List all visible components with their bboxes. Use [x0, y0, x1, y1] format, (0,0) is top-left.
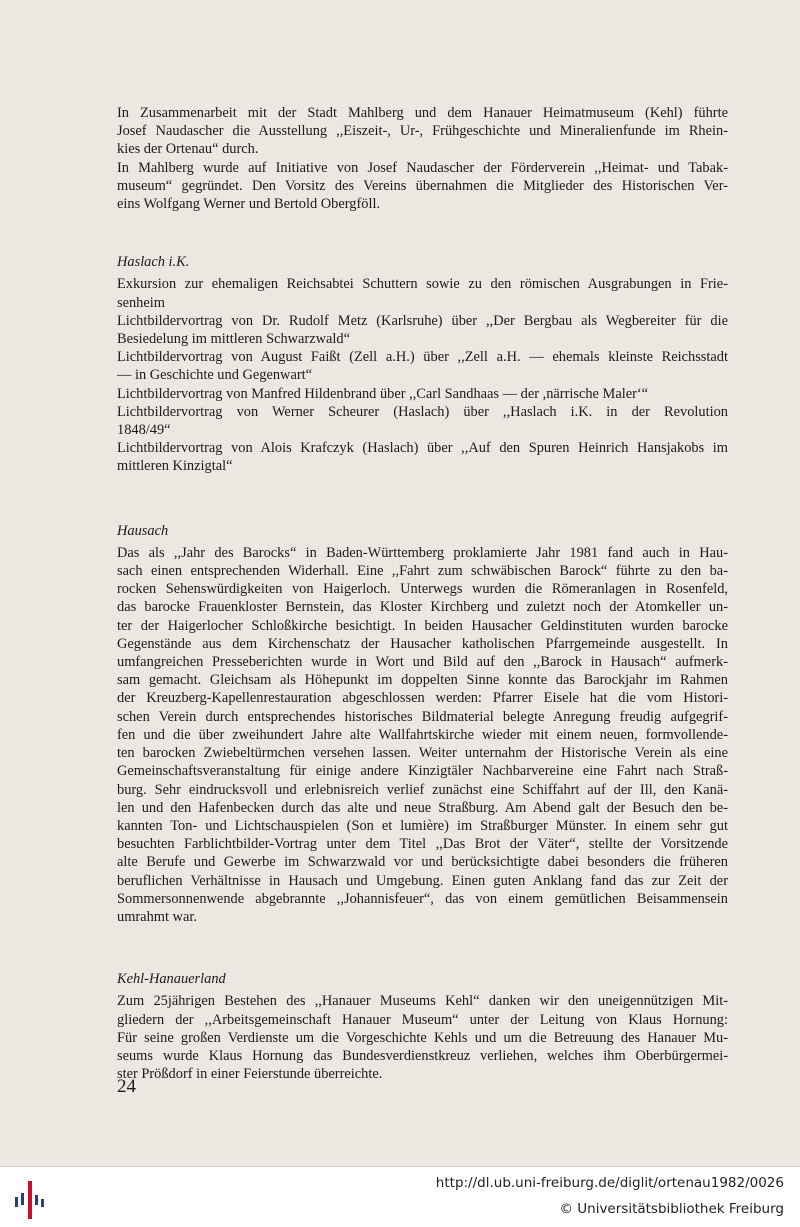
text-line: ter der Haigerlocher Schloßkirche besichtigt. In beiden Hausacher Geldinstituten wurden barocke	[117, 617, 728, 634]
text-line: Besiedelung im mittleren Schwarzwald“	[117, 331, 350, 348]
section-spacer	[117, 213, 728, 253]
source-url-link[interactable]: http://dl.ub.uni-freiburg.de/diglit/ortenau1982/0026	[435, 1175, 784, 1191]
paragraph	[117, 159, 728, 214]
text-line: Josef Naudascher die Ausstellung ,,Eiszeit-, Ur-, Frühgeschichte und Mineralienfunde im Rhein-	[117, 123, 728, 140]
text-line: Sommersonnenwende abgebrannte ,,Johannisfeuer“, das von einem gemütlichen Beisammensein	[117, 890, 728, 907]
text-line: museum“ gegründet. Den Vorsitz des Vereins übernahmen die Mitglieder des Historischen Ver-	[117, 177, 728, 194]
text-line: mittleren Kinzigtal“	[117, 458, 233, 475]
text-line: eins Wolfgang Werner und Bertold Obergföll.	[117, 196, 381, 213]
text-line: umfangreichen Presseberichten wurde in Wort und Bild auf den ,,Barock in Hausach“ aufmerk-	[117, 654, 728, 671]
paragraph	[117, 544, 728, 926]
text-line: das barocke Frauenkloster Bernstein, das Kloster Kirchberg und zuletzt noch der Atomkeller un-	[117, 599, 728, 616]
text-line: ster Prößdorf in einer Feierstunde überreichte.	[117, 1066, 383, 1083]
text-line: senheim	[117, 294, 165, 311]
footer-bar	[0, 1166, 800, 1227]
section	[117, 104, 728, 213]
text-line: der Kreuzberg-Kapellenrestauration abgeschlossen werden: Pfarrer Eisele hat die vom Histori-	[117, 690, 728, 707]
text-line: burg. Sehr eindrucksvoll und erlebnisreich verlief zunächst eine Schiffahrt auf der Ill, den Kanä-	[117, 781, 728, 798]
text-line: Lichtbildervortrag von August Faißt (Zell a.H.) über ,,Zell a.H. — ehemals kleinste Reichsstadt	[117, 349, 728, 366]
text-line: kies der Ortenau“ durch.	[117, 141, 259, 158]
paragraph	[117, 439, 728, 475]
text-line: gliedern der ,,Arbeitsgemeinschaft Hanauer Museum“ unter der Leitung von Klaus Hornung:	[117, 1011, 728, 1028]
text-line: Zum 25jährigen Bestehen des ,,Hanauer Museums Kehl“ danken wir den uneigennützigen Mit-	[117, 993, 728, 1010]
copyright-notice: © Universitätsbibliothek Freiburg	[559, 1201, 784, 1217]
paragraph	[117, 403, 728, 439]
section-heading: Hausach	[117, 522, 169, 539]
text-line: Lichtbildervortrag von Werner Scheurer (Haslach) über ,,Haslach i.K. in der Revolution	[117, 403, 728, 420]
text-line: 1848/49“	[117, 422, 171, 439]
text-line: Für seine großen Verdienste um die Vorgeschichte Kehls und um die Betreuung des Hanauer Mu-	[117, 1029, 728, 1046]
text-line: Gegenstände aus dem Kirchenschatz der Hausacher katholischen Pfarrgemeinde ausgestellt. In	[117, 635, 728, 652]
text-line: Das als ,,Jahr des Barocks“ in Baden-Württemberg proklamierte Jahr 1981 fand auch in Hau-	[117, 544, 728, 561]
section-spacer	[117, 476, 728, 522]
text-line: sach einen entsprechenden Widerhall. Eine ,,Fahrt zum schwäbischen Barock“ führte zu den ba-	[117, 563, 728, 580]
text-line: In Mahlberg wurde auf Initiative von Josef Naudascher der Förderverein ,,Heimat- und Tabak-	[117, 159, 728, 176]
text-line: besuchten Farblichtbilder-Vortrag unter dem Titel ,,Das Brot der Väter“, stellte der Vorsitzende	[117, 836, 728, 853]
text-line: — in Geschichte und Gegenwart“	[117, 367, 313, 384]
text-line: seums wurde Klaus Hornung das Bundesverdienstkreuz verliehen, welches ihm Oberbürgermei-	[117, 1047, 728, 1064]
ub-freiburg-logo-icon	[12, 1177, 52, 1221]
page-number: 24	[117, 1076, 136, 1097]
text-line: umrahmt war.	[117, 908, 197, 925]
text-line: Lichtbildervortrag von Dr. Rudolf Metz (Karlsruhe) über ,,Der Bergbau als Wegbereiter für die	[117, 312, 728, 329]
text-line: rocken Sehenswürdigkeiten von Haigerloch. Unterwegs wurden die Römeranlagen in Rosenfeld,	[117, 581, 728, 598]
paragraph	[117, 275, 728, 311]
paragraph	[117, 104, 728, 159]
section-heading: Haslach i.K.	[117, 254, 190, 271]
text-line: len und den Hafenbecken durch das alte und neue Straßburg. Am Abend galt der Besuch den be-	[117, 799, 728, 816]
text-line: Lichtbildervortrag von Manfred Hildenbrand über ,,Carl Sandhaas — der ,närrische Maler‘“	[117, 385, 649, 402]
text-line: schen Verein durch entsprechendes historisches Bildmaterial belegte Anregung freudig aufgegrif-	[117, 708, 728, 725]
text-line: Lichtbildervortrag von Alois Krafczyk (Haslach) über ,,Auf den Spuren Heinrich Hansjakobs im	[117, 440, 728, 457]
text-line: fen und die über zweihundert Jahre alte Wallfahrtskirche wieder mit einem neuen, formvollende-	[117, 726, 728, 743]
text-line: alte Berufe und Gewerbe im Schwarzwald vor und berücksichtigte dabei besonders die früheren	[117, 854, 728, 871]
text-line: Gemeinschaftsveranstaltung für einige andere Kinzigtäler Nachbarvereine eine Fahrt nach Straß-	[117, 763, 728, 780]
paragraph	[117, 348, 728, 384]
section	[117, 253, 728, 475]
section-heading: Kehl-Hanauerland	[117, 971, 226, 988]
section-spacer	[117, 926, 728, 970]
text-line: Exkursion zur ehemaligen Reichsabtei Schuttern sowie zu den römischen Ausgrabungen in Frie-	[117, 276, 728, 293]
section	[117, 970, 728, 1083]
text-line: In Zusammenarbeit mit der Stadt Mahlberg und dem Hanauer Heimatmuseum (Kehl) führte	[117, 105, 728, 121]
paragraph	[117, 312, 728, 348]
text-line: beruflichen Verhältnisse in Hausach und Umgebung. Einen guten Anklang fand das zur Zeit der	[117, 872, 728, 889]
text-line: ten barocken Zwiebeltürmchen versehen lassen. Weiter unternahm der Historische Verein als eine	[117, 745, 728, 762]
document-body	[117, 104, 728, 1083]
text-line: kannten Ton- und Lichtschauspielen (Son et lumière) im Straßburger Münster. In einem sehr gut	[117, 817, 728, 834]
text-line: sam gemacht. Gleichsam als Höhepunkt im doppelten Sinne konnte das Barockjahr im Rahmen	[117, 672, 728, 689]
paragraph	[117, 385, 728, 403]
section	[117, 522, 728, 926]
paragraph	[117, 992, 728, 1083]
